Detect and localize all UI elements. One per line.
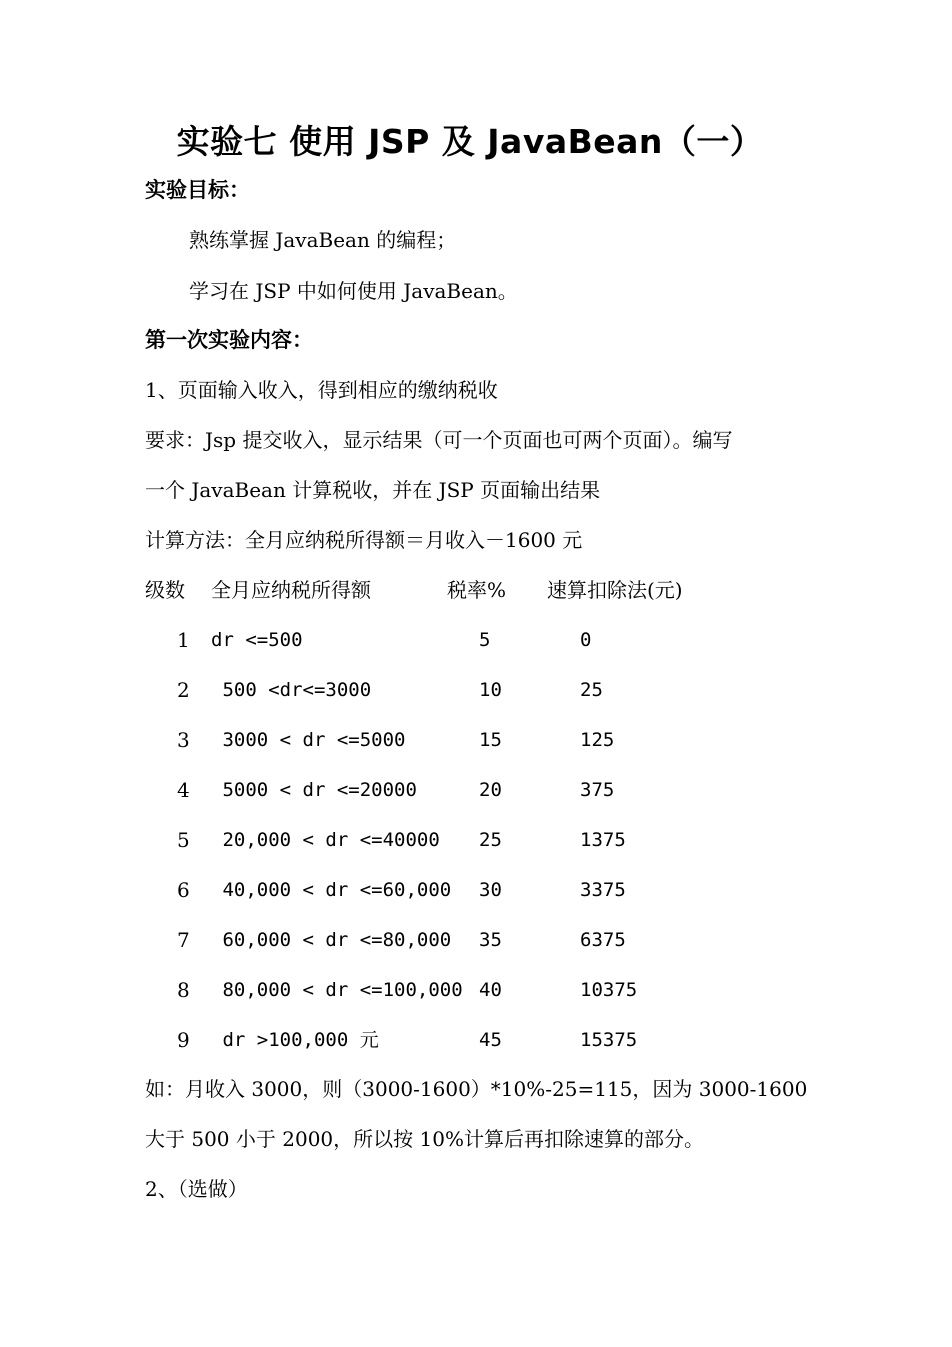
requirement-line-1: 要求：Jsp 提交收入，显示结果（可一个页面也可两个页面）。编写 bbox=[145, 428, 733, 452]
objective-item: 学习在 JSP 中如何使用 JavaBean。 bbox=[189, 279, 518, 303]
cell-level: 8 bbox=[177, 978, 190, 1002]
requirement-line-2: 一个 JavaBean 计算税收，并在 JSP 页面输出结果 bbox=[145, 478, 601, 502]
cell-range: dr <=500 bbox=[211, 629, 303, 651]
objectives-heading: 实验目标： bbox=[145, 178, 250, 202]
cell-level: 6 bbox=[177, 878, 190, 902]
task-2: 2、（选做） bbox=[145, 1177, 248, 1201]
cell-range: 500 <dr<=3000 bbox=[211, 679, 372, 701]
content-heading: 第一次实验内容： bbox=[145, 328, 313, 352]
cell-rate: 20 bbox=[479, 779, 502, 801]
cell-level: 9 bbox=[177, 1028, 190, 1052]
table-row bbox=[0, 725, 952, 755]
cell-deduction: 1375 bbox=[580, 829, 626, 851]
cell-rate: 5 bbox=[479, 629, 491, 651]
cell-level: 5 bbox=[177, 828, 190, 852]
table-row bbox=[0, 975, 952, 1005]
cell-level: 3 bbox=[177, 728, 190, 752]
cell-range: 60,000 < dr <=80,000 bbox=[211, 929, 452, 951]
cell-rate: 35 bbox=[479, 929, 502, 951]
header-level: 级数 bbox=[145, 578, 185, 602]
example-line-1: 如：月收入 3000，则（3000-1600）*10%-25=115，因为 3000-1600 bbox=[145, 1077, 808, 1101]
cell-deduction: 3375 bbox=[580, 879, 626, 901]
cell-range: 20,000 < dr <=40000 bbox=[211, 829, 440, 851]
table-row bbox=[0, 775, 952, 805]
tax-table-header bbox=[0, 575, 952, 605]
page-title: 实验七 使用 JSP 及 JavaBean（一） bbox=[176, 122, 764, 161]
cell-deduction: 15375 bbox=[580, 1029, 638, 1051]
cell-deduction: 10375 bbox=[580, 979, 638, 1001]
cell-deduction: 6375 bbox=[580, 929, 626, 951]
header-range: 全月应纳税所得额 bbox=[211, 578, 371, 602]
cell-range: 80,000 < dr <=100,000 bbox=[211, 979, 463, 1001]
cell-range: dr >100,000 元 bbox=[211, 1029, 379, 1051]
cell-range: 40,000 < dr <=60,000 bbox=[211, 879, 452, 901]
table-row bbox=[0, 1025, 952, 1055]
task-1: 1、页面输入收入，得到相应的缴纳税收 bbox=[145, 378, 498, 402]
objective-item: 熟练掌握 JavaBean 的编程； bbox=[189, 228, 457, 252]
calculation-method: 计算方法：全月应纳税所得额＝月收入－1600 元 bbox=[145, 528, 583, 552]
cell-range: 5000 < dr <=20000 bbox=[211, 779, 417, 801]
cell-rate: 40 bbox=[479, 979, 502, 1001]
cell-level: 2 bbox=[177, 678, 190, 702]
cell-range: 3000 < dr <=5000 bbox=[211, 729, 406, 751]
table-row bbox=[0, 625, 952, 655]
cell-rate: 25 bbox=[479, 829, 502, 851]
table-row bbox=[0, 875, 952, 905]
header-deduction: 速算扣除法(元) bbox=[547, 578, 683, 602]
cell-level: 7 bbox=[177, 928, 190, 952]
cell-deduction: 375 bbox=[580, 779, 615, 801]
cell-rate: 45 bbox=[479, 1029, 502, 1051]
cell-level: 1 bbox=[177, 628, 190, 652]
cell-level: 4 bbox=[177, 778, 190, 802]
cell-deduction: 125 bbox=[580, 729, 615, 751]
example-line-2: 大于 500 小于 2000，所以按 10%计算后再扣除速算的部分。 bbox=[145, 1127, 704, 1151]
table-row bbox=[0, 825, 952, 855]
cell-rate: 30 bbox=[479, 879, 502, 901]
table-row bbox=[0, 675, 952, 705]
cell-rate: 10 bbox=[479, 679, 502, 701]
cell-deduction: 25 bbox=[580, 679, 603, 701]
cell-deduction: 0 bbox=[580, 629, 592, 651]
header-rate: 税率% bbox=[447, 578, 507, 602]
table-row bbox=[0, 925, 952, 955]
cell-rate: 15 bbox=[479, 729, 502, 751]
